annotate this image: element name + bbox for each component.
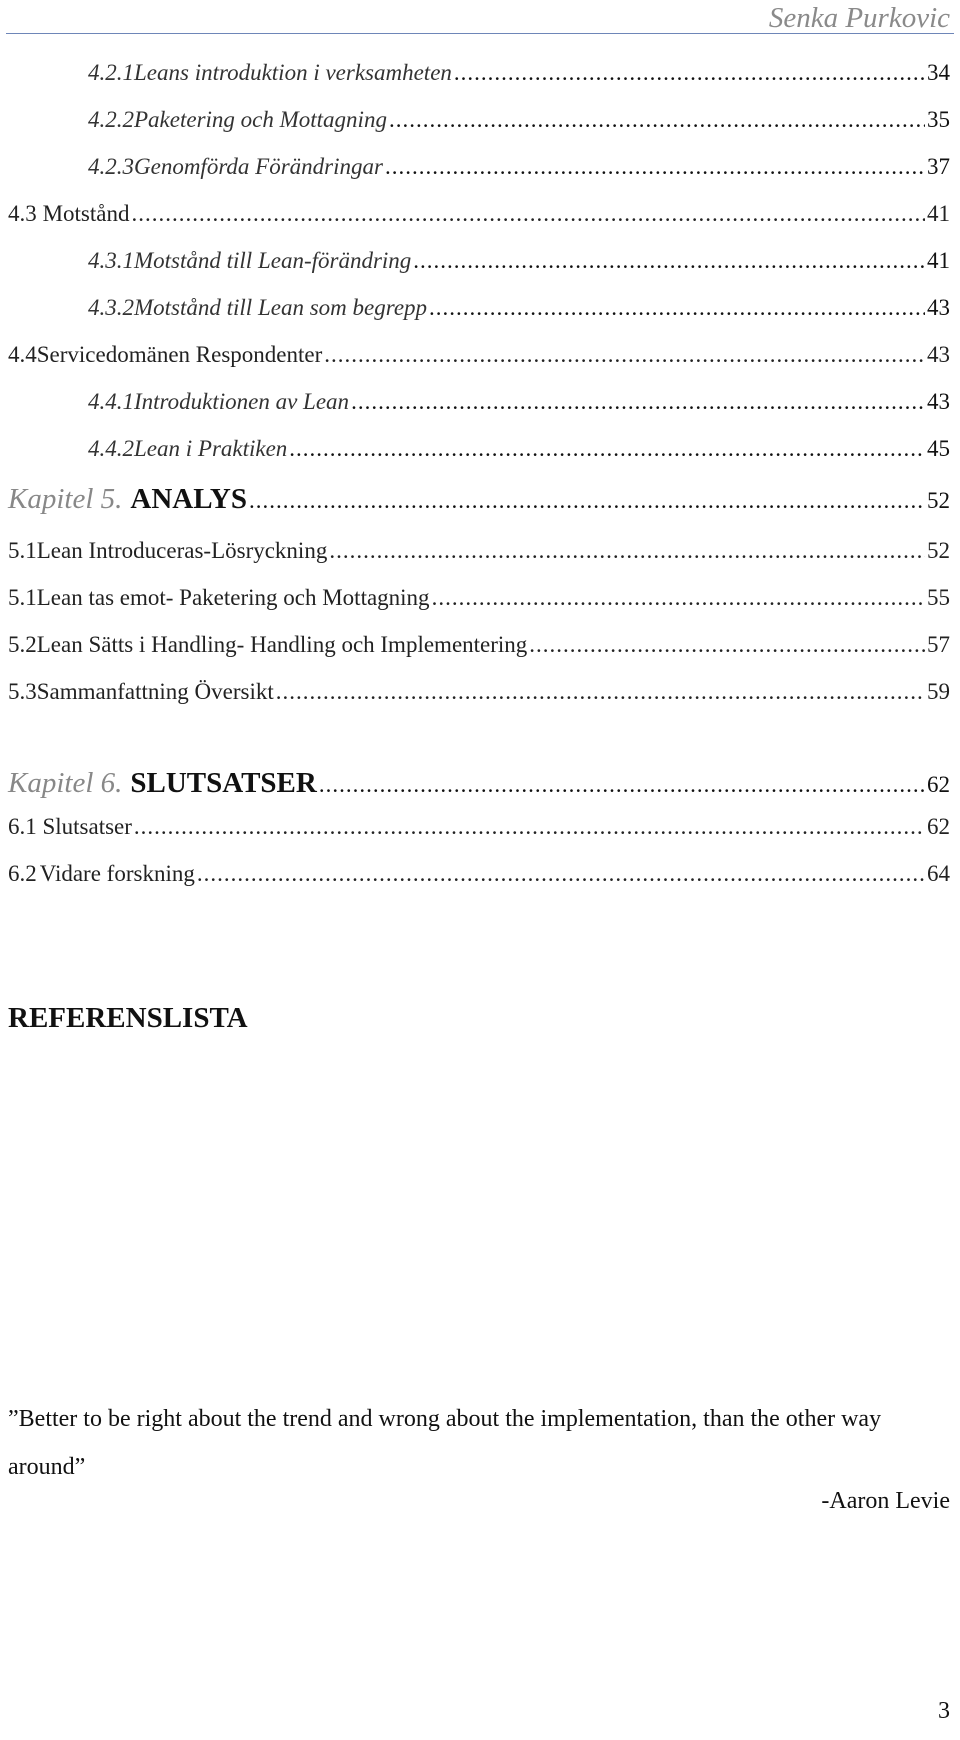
toc-entry[interactable]: [0, 632, 960, 668]
toc-entry-number: 4.2.1: [88, 60, 134, 85]
toc-entry-page: 34: [927, 60, 950, 85]
toc-entry-number: 4.4: [8, 342, 37, 367]
toc-entry[interactable]: [0, 483, 960, 519]
toc-entry-title: Motstånd till Lean-förändring: [134, 248, 412, 273]
toc-entry-page: 62: [927, 772, 950, 797]
toc-entry[interactable]: [0, 679, 960, 715]
toc-dot-leader: [385, 154, 925, 180]
toc-entry-title: Introduktionen av Lean: [134, 389, 350, 414]
toc-entry-number: 4.3.2: [88, 295, 134, 320]
toc-entry-number: 6.2: [8, 861, 37, 886]
toc-dot-leader: [413, 248, 925, 274]
toc-entry[interactable]: [0, 342, 960, 378]
toc-entry[interactable]: [0, 60, 960, 96]
toc-entry[interactable]: [0, 436, 960, 472]
toc-entry-title: Lean i Praktiken: [134, 436, 288, 461]
toc-entry-title: ANALYS: [130, 483, 247, 515]
toc-entry-number: 5.1: [8, 538, 37, 563]
toc-entry[interactable]: [0, 201, 960, 237]
toc-entry-number: 5.3: [8, 679, 37, 704]
toc-entry[interactable]: [0, 585, 960, 621]
toc-entry[interactable]: [0, 248, 960, 284]
toc-dot-leader: [389, 107, 925, 133]
toc-entry-number: 4.4.2: [88, 436, 134, 461]
toc-entry[interactable]: [0, 107, 960, 143]
toc-entry-number: 4.2.2: [88, 107, 134, 132]
toc-dot-leader: [454, 60, 925, 86]
toc-dot-leader: [319, 772, 925, 798]
toc-entry-page: 52: [927, 538, 950, 563]
toc-dot-leader: [432, 585, 925, 611]
toc-entry-page: 35: [927, 107, 950, 132]
toc-entry-number: 4.3.1: [88, 248, 134, 273]
toc-entry-number: 6.1: [8, 814, 37, 839]
toc-entry-page: 57: [927, 632, 950, 657]
toc-entry-title: Vidare forskning: [39, 861, 195, 886]
toc-entry-number: 5.1: [8, 585, 37, 610]
toc-entry-title: Slutsatser: [42, 814, 132, 839]
toc-dot-leader: [249, 488, 925, 514]
toc-dot-leader: [276, 679, 925, 705]
toc-entry-page: 62: [927, 814, 950, 839]
toc-dot-leader: [134, 814, 925, 840]
toc-dot-leader: [529, 632, 925, 658]
toc-entry[interactable]: [0, 154, 960, 190]
toc-entry-title: Leans introduktion i verksamheten: [134, 60, 452, 85]
toc-entry-page: 41: [927, 248, 950, 273]
toc-dot-leader: [429, 295, 925, 321]
toc-entry[interactable]: [0, 814, 960, 850]
page-number: 3: [938, 1698, 950, 1724]
toc-dot-leader: [131, 201, 925, 227]
references-heading: REFERENSLISTA: [8, 1002, 248, 1034]
toc-entry-page: 43: [927, 389, 950, 414]
toc-chapter-label: Kapitel 6.: [8, 767, 123, 799]
toc-entry-title: SLUTSATSER: [130, 767, 317, 799]
toc-entry[interactable]: [0, 538, 960, 574]
toc-entry-title: Motstånd: [42, 201, 130, 226]
toc-entry-number: 5.2: [8, 632, 37, 657]
toc-dot-leader: [329, 538, 925, 564]
toc-dot-leader: [289, 436, 925, 462]
toc-entry-title: Lean Sätts i Handling- Handling och Implementering: [36, 632, 528, 657]
toc-entry-page: 55: [927, 585, 950, 610]
toc-entry-title: Lean Introduceras-Lösryckning: [36, 538, 328, 563]
toc-entry[interactable]: [0, 295, 960, 331]
toc-entry[interactable]: [0, 767, 960, 803]
toc-entry-page: 41: [927, 201, 950, 226]
toc-entry-page: 43: [927, 342, 950, 367]
toc-entry-number: 4.4.1: [88, 389, 134, 414]
toc-dot-leader: [324, 342, 925, 368]
epigraph-author: -Aaron Levie: [821, 1488, 950, 1514]
toc-entry-title: Paketering och Mottagning: [134, 107, 387, 132]
toc-entry-page: 52: [927, 488, 950, 513]
toc-entry-page: 64: [927, 861, 950, 886]
toc-dot-leader: [351, 389, 925, 415]
header-rule: [6, 33, 954, 34]
toc-chapter-label: Kapitel 5.: [8, 483, 123, 515]
toc-entry-title: Genomförda Förändringar: [134, 154, 383, 179]
toc-entry-title: Motstånd till Lean som begrepp: [134, 295, 428, 320]
toc-entry[interactable]: [0, 389, 960, 425]
toc-dot-leader: [197, 861, 925, 887]
toc-entry-title: Sammanfattning Översikt: [36, 679, 274, 704]
toc-entry-title: Servicedomänen Respondenter: [36, 342, 323, 367]
toc-entry-page: 45: [927, 436, 950, 461]
toc-entry[interactable]: [0, 861, 960, 897]
toc-entry-title: Lean tas emot- Paketering och Mottagning: [36, 585, 430, 610]
toc-entry-page: 37: [927, 154, 950, 179]
toc-entry-number: 4.2.3: [88, 154, 134, 179]
toc-entry-page: 43: [927, 295, 950, 320]
toc-entry-page: 59: [927, 679, 950, 704]
epigraph-quote: ”Better to be right about the trend and wrong about the implementation, than the other way around”: [8, 1406, 882, 1480]
toc-entry-number: 4.3: [8, 201, 37, 226]
header-author: Senka Purkovic: [768, 2, 950, 34]
